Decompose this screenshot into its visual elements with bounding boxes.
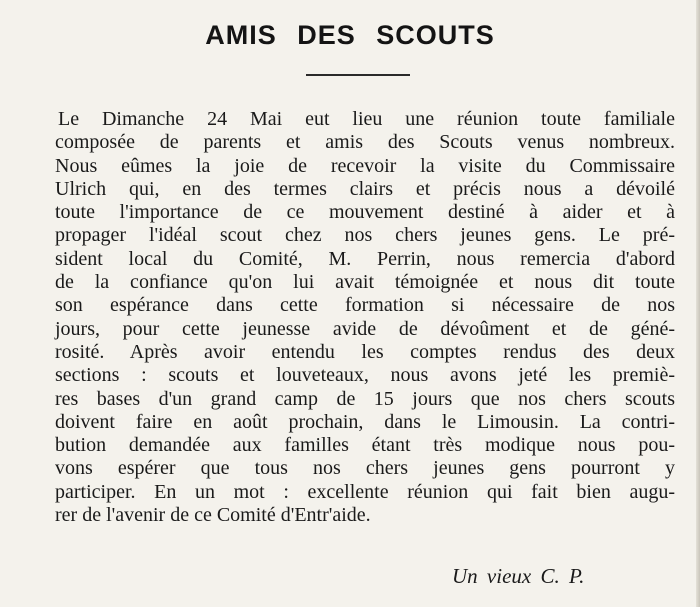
title-underline-rule: [306, 74, 410, 76]
article-line: Le Dimanche 24 Mai eut lieu une réunion toute familiale: [58, 108, 675, 130]
article-line: jours, pour cette jeunesse avide de dévoûment et de géné-: [55, 317, 675, 340]
article-line: participer. En un mot : excellente réunion qui fait bien augu-: [55, 480, 675, 503]
article-line: Ulrich qui, en des termes clairs et précis nous a dévoilé: [55, 177, 675, 200]
article-line: Nous eûmes la joie de recevoir la visite du Commissaire: [55, 154, 675, 177]
article-line: propager l'idéal scout chez nos chers jeunes gens. Le pré-: [55, 224, 675, 247]
article-line: rosité. Après avoir entendu les comptes rendus des deux: [55, 340, 675, 363]
article-line: doivent faire en août prochain, dans le Limousin. La contri-: [55, 410, 675, 433]
article-signature: Un vieux C. P.: [452, 564, 585, 588]
article-line: son espérance dans cette formation si nécessaire de nos: [55, 294, 675, 317]
article-line: de la confiance qu'on lui avait témoignée et nous dit toute: [55, 271, 675, 294]
article-line: sections : scouts et louveteaux, nous avons jeté les premiè-: [55, 364, 675, 387]
article-body: [55, 108, 675, 527]
article-title: AMIS DES SCOUTS: [205, 20, 495, 50]
article-line: rer de l'avenir de ce Comité d'Entr'aide.: [55, 504, 371, 527]
article-line: sident local du Comité, M. Perrin, nous remercia d'abord: [55, 247, 675, 270]
article-line: toute l'importance de ce mouvement destiné à aider et à: [55, 201, 675, 224]
article-line: composée de parents et amis des Scouts venus nombreux.: [55, 131, 675, 154]
scan-edge-shadow: [696, 0, 700, 607]
article-line: vons espérer que tous nos chers jeunes gens pourront y: [55, 457, 675, 480]
article-line: bution demandée aux familles étant très modique nous pou-: [55, 434, 675, 457]
article-line: res bases d'un grand camp de 15 jours que nos chers scouts: [55, 387, 675, 410]
